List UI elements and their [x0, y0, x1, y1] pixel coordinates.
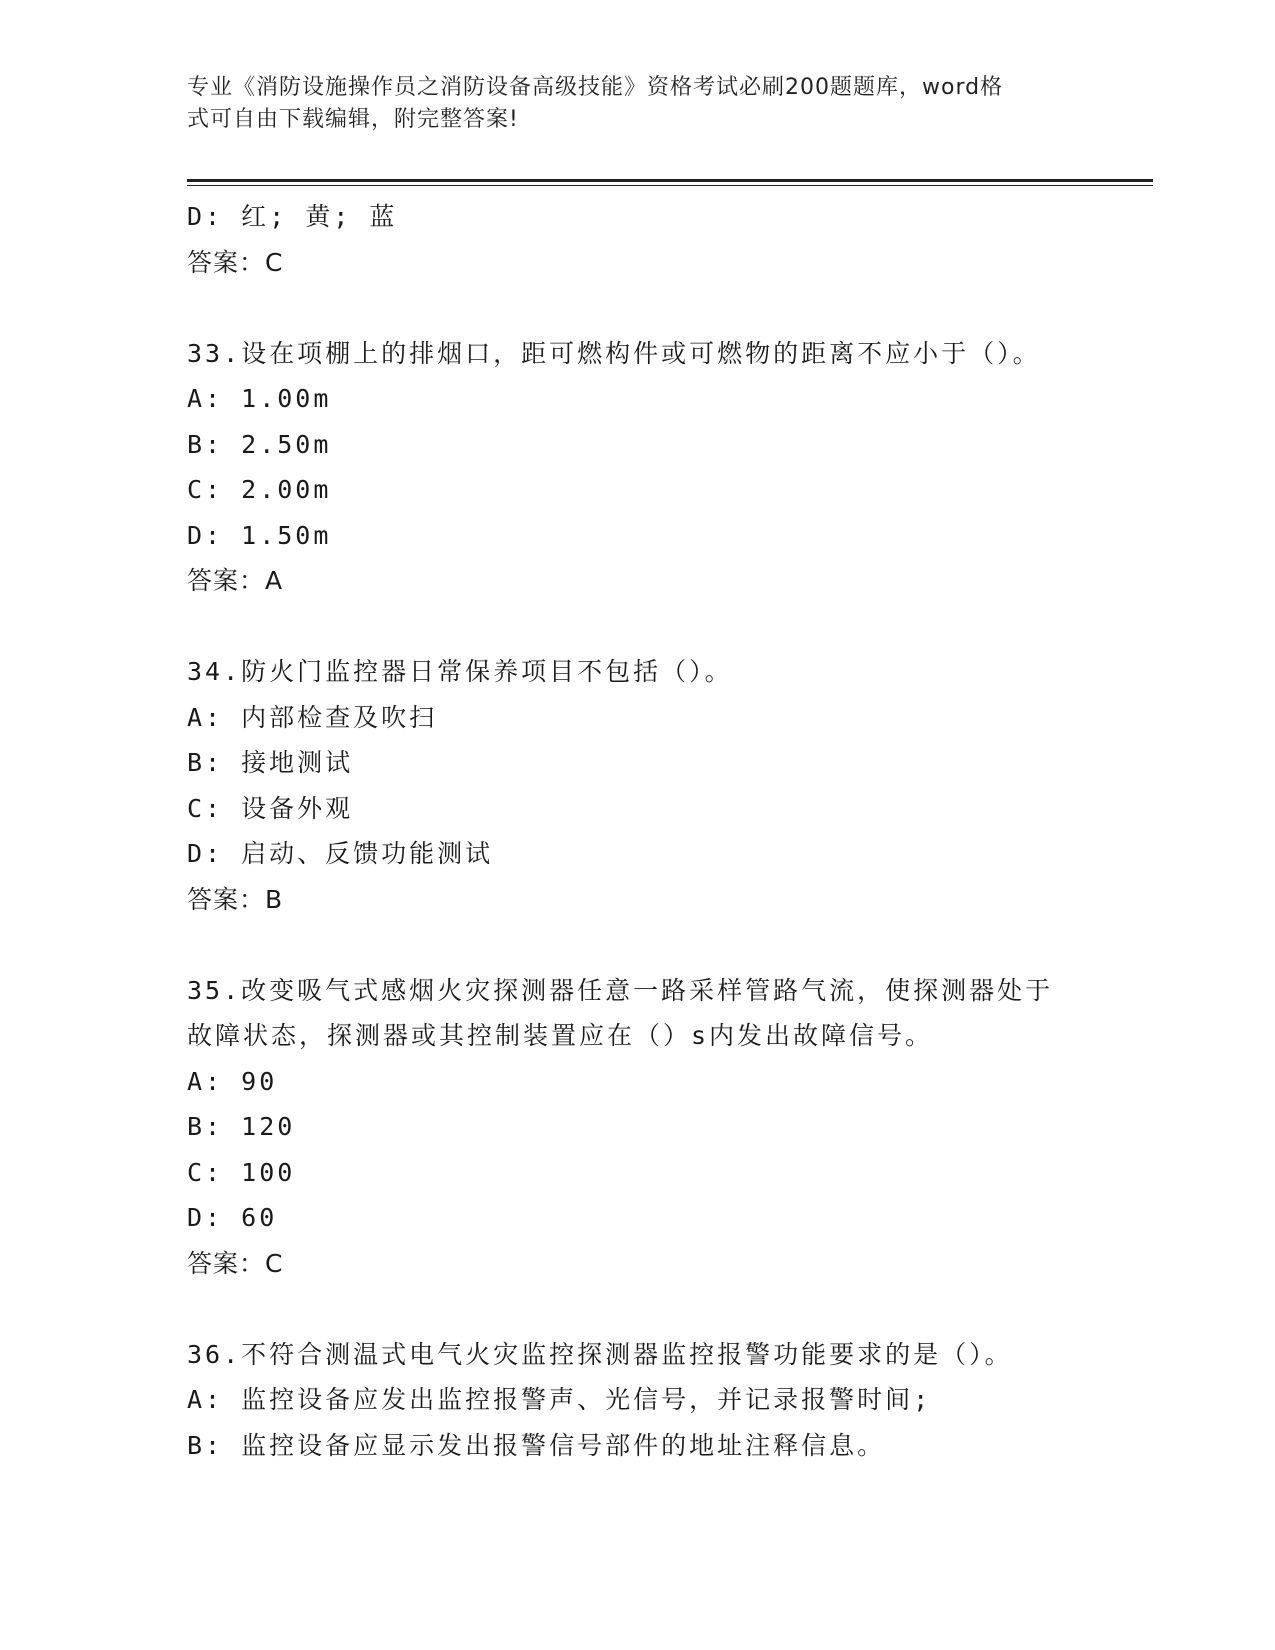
question-36-stem: 36.不符合测温式电气火灾监控探测器监控报警功能要求的是（）。: [187, 1339, 1013, 1369]
spacer: [187, 1286, 1087, 1332]
question-34-option-a: A: 内部检查及吹扫: [187, 702, 438, 732]
header-line-1: 专业《消防设施操作员之消防设备高级技能》资格考试必刷200题题库，word格: [187, 75, 1004, 100]
question-35-stem-line-1: 35.改变吸气式感烟火灾探测器任意一路采样管路气流，使探测器处于: [187, 975, 1054, 1005]
spacer: [187, 922, 1087, 968]
question-35-option-a: A: 90: [187, 1066, 278, 1096]
question-35-option-c: C: 100: [187, 1157, 296, 1187]
question-35-answer: 答案：C: [187, 1248, 284, 1278]
question-35-stem-line-2: 故障状态，探测器或其控制装置应在（）s内发出故障信号。: [187, 1021, 934, 1050]
question-34-stem: 34.防火门监控器日常保养项目不包括（）。: [187, 657, 733, 686]
prev-answer: 答案：C: [187, 247, 284, 277]
spacer: [187, 604, 1087, 650]
question-36-option-b: B: 监控设备应显示发出报警信号部件的地址注释信息。: [187, 1430, 886, 1460]
spacer: [187, 285, 1087, 331]
question-35-option-d: D: 60: [187, 1203, 278, 1232]
question-34-option-c: C: 设备外观: [187, 793, 354, 823]
question-33-stem: 33.设在项棚上的排烟口，距可燃构件或可燃物的距离不应小于（）。: [187, 338, 1041, 368]
question-content: [187, 194, 1087, 1468]
prev-option-d: D: 红; 黄; 蓝: [187, 202, 398, 231]
header-line-2: 式可自由下载编辑，附完整答案!: [187, 107, 519, 132]
question-34-answer: 答案：B: [187, 884, 284, 914]
question-33-option-d: D: 1.50m: [187, 520, 332, 550]
header-rule-thin: [187, 185, 1153, 186]
question-36-option-a: A: 监控设备应发出监控报警声、光信号，并记录报警时间;: [187, 1385, 932, 1414]
question-33-option-b: B: 2.50m: [187, 429, 332, 459]
question-35-option-b: B: 120: [187, 1112, 296, 1141]
question-34-option-b: B: 接地测试: [187, 748, 354, 777]
document-header: [187, 72, 1067, 136]
question-33-option-a: A: 1.00m: [187, 384, 332, 413]
header-rule-thick: [187, 179, 1153, 182]
question-33-option-c: C: 2.00m: [187, 475, 332, 504]
question-33-answer: 答案：A: [187, 566, 284, 595]
question-34-option-d: D: 启动、反馈功能测试: [187, 839, 494, 868]
